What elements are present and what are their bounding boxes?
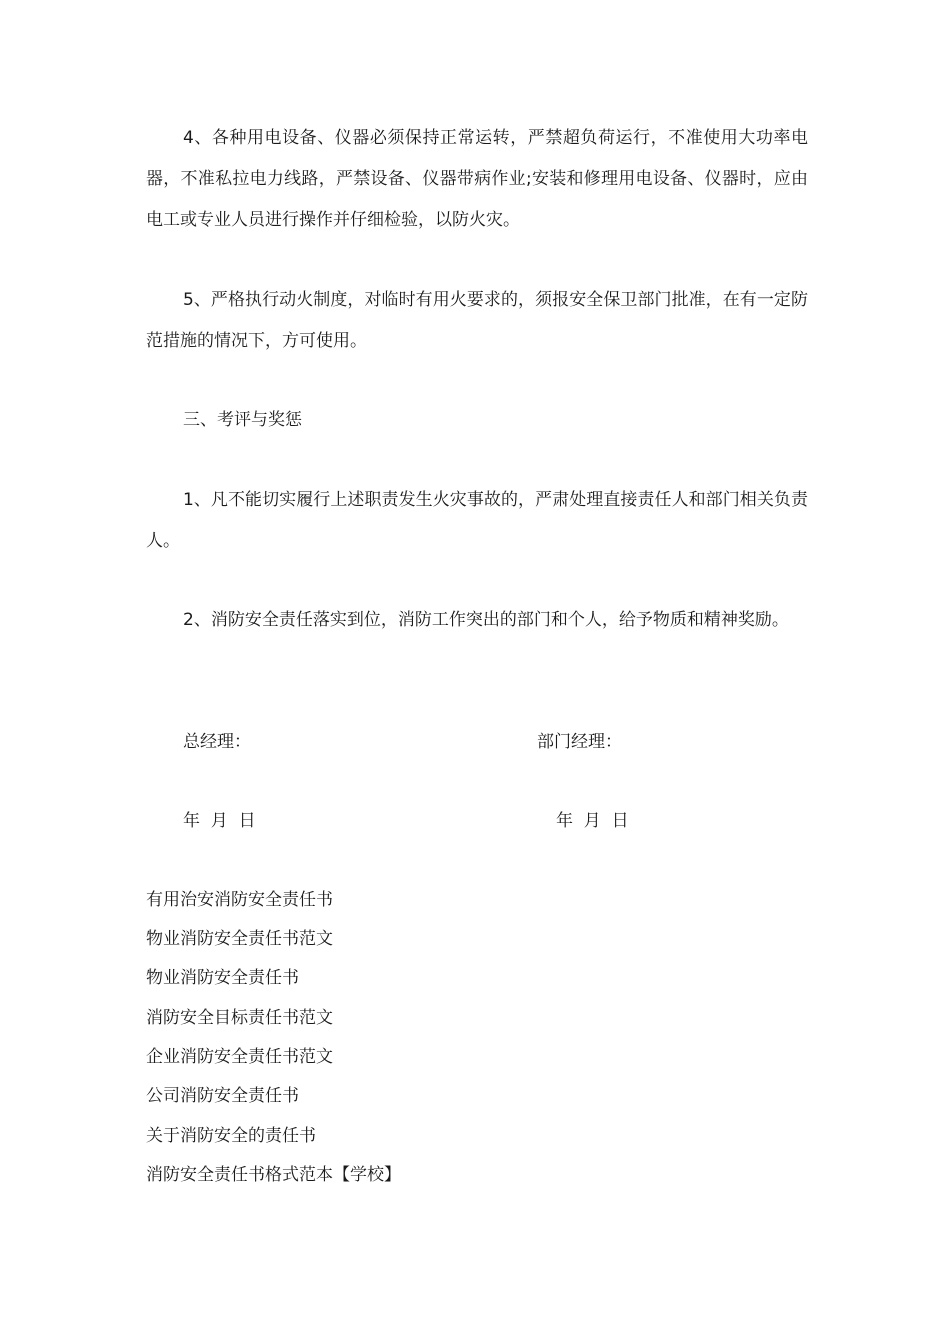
department-manager-label: 部门经理： — [537, 732, 622, 752]
date-left: 年 月 日 — [183, 811, 256, 831]
paragraph-rule-2: 2、消防安全责任落实到位，消防工作突出的部门和个人，给予物质和精神奖励。 — [183, 610, 789, 630]
related-link[interactable]: 有用治安消防安全责任书 — [146, 890, 333, 910]
related-link[interactable]: 物业消防安全责任书范文 — [146, 929, 333, 949]
paragraph-item-5: 5、严格执行动火制度，对临时有用火要求的，须报安全保卫部门批准，在有一定防范措施的情况下，方可使用。 — [146, 290, 808, 351]
related-link[interactable]: 关于消防安全的责任书 — [146, 1126, 316, 1146]
general-manager-label: 总经理： — [183, 732, 251, 752]
date-right: 年 月 日 — [556, 811, 629, 831]
related-link[interactable]: 企业消防安全责任书范文 — [146, 1047, 333, 1067]
related-link[interactable]: 消防安全目标责任书范文 — [146, 1008, 333, 1028]
paragraph-rule-1: 1、凡不能切实履行上述职责发生火灾事故的，严肃处理直接责任人和部门相关负责人。 — [146, 490, 808, 551]
paragraph-item-4: 4、各种用电设备、仪器必须保持正常运转，严禁超负荷运行，不准使用大功率电器，不准私拉电力线路，严禁设备、仪器带病作业;安装和修理用电设备、仪器时，应由电工或专业人员进行操作并仔细检验，以防火灾。 — [146, 128, 808, 230]
related-link[interactable]: 消防安全责任书格式范本【学校】 — [146, 1165, 401, 1185]
section-heading-evaluation: 三、考评与奖惩 — [183, 410, 302, 430]
related-link[interactable]: 物业消防安全责任书 — [146, 968, 299, 988]
related-link[interactable]: 公司消防安全责任书 — [146, 1086, 299, 1106]
